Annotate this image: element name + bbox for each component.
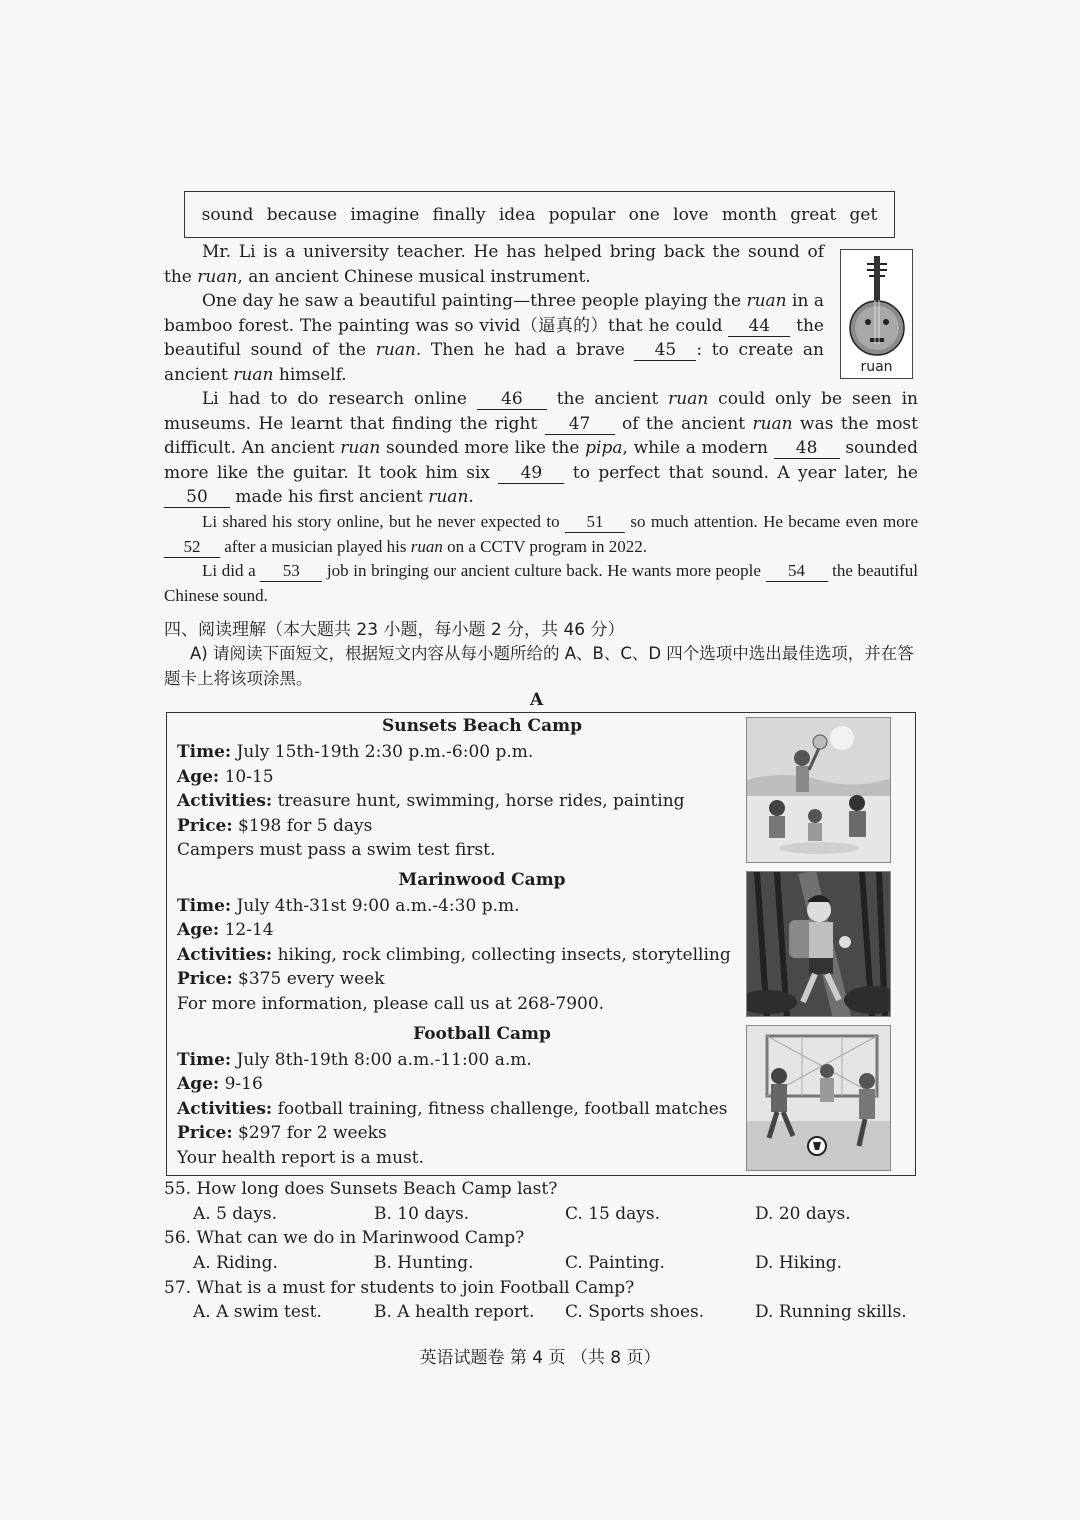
camp-card-marinwood bbox=[166, 867, 916, 1022]
question-55: 55. How long does Sunsets Beach Camp last? bbox=[164, 1179, 558, 1199]
blank-45[interactable]: 45 bbox=[634, 340, 696, 361]
blank-46[interactable]: 46 bbox=[477, 389, 547, 410]
camp-note: Your health report is a must. bbox=[177, 1148, 425, 1168]
ruan-figure bbox=[840, 249, 913, 379]
camp-activities: Activities: football training, fitness challenge, football matches bbox=[177, 1099, 728, 1119]
option-55-c[interactable]: C. 15 days. bbox=[565, 1204, 660, 1224]
beach-camp-illustration bbox=[746, 717, 891, 863]
camp-age: Age: 10-15 bbox=[177, 767, 274, 787]
camp-note: For more information, please call us at 268-7900. bbox=[177, 994, 605, 1014]
word-bank-box bbox=[184, 191, 895, 238]
blank-52[interactable]: 52 bbox=[164, 537, 220, 558]
word-bank-item: popular bbox=[548, 204, 616, 225]
camp-activities: Activities: treasure hunt, swimming, horse rides, painting bbox=[177, 791, 685, 811]
camp-price: Price: $198 for 5 days bbox=[177, 816, 373, 836]
camp-card-football bbox=[166, 1021, 916, 1176]
word-bank-item: sound bbox=[201, 204, 254, 225]
option-56-d[interactable]: D. Hiking. bbox=[755, 1253, 843, 1273]
camp-time: Time: July 8th-19th 8:00 a.m.-11:00 a.m. bbox=[177, 1050, 532, 1070]
camp-name: Marinwood Camp bbox=[398, 870, 566, 890]
camp-activities: Activities: hiking, rock climbing, collecting insects, storytelling bbox=[177, 945, 731, 965]
word-bank-item: great bbox=[790, 204, 837, 225]
section-title: 四、阅读理解（本大题共 23 小题，每小题 2 分，共 46 分） bbox=[164, 620, 625, 640]
word-bank-item: month bbox=[721, 204, 777, 225]
word-bank-item: because bbox=[266, 204, 338, 225]
ruan-instrument-icon bbox=[841, 250, 912, 360]
blank-54[interactable]: 54 bbox=[766, 561, 828, 582]
camp-time: Time: July 15th-19th 2:30 p.m.-6:00 p.m. bbox=[177, 742, 534, 762]
cloze-paragraph-5: Li did a 53 job in bringing our ancient culture back. He wants more people 54 the beautiful Chinese sound. bbox=[164, 561, 918, 605]
blank-51[interactable]: 51 bbox=[565, 512, 625, 533]
word-bank-item: imagine bbox=[350, 204, 420, 225]
cloze-paragraph-4: Li shared his story online, but he never expected to 51 so much attention. He became even more 52 after a musician played his ruan on a CCTV program in 2022. bbox=[164, 510, 918, 559]
option-57-d[interactable]: D. Running skills. bbox=[755, 1302, 907, 1322]
option-56-c[interactable]: C. Painting. bbox=[565, 1253, 665, 1273]
option-55-a[interactable]: A. 5 days. bbox=[193, 1204, 278, 1224]
camp-card-sunsets-beach bbox=[166, 712, 916, 868]
word-bank-item: get bbox=[849, 204, 878, 225]
camp-price: Price: $375 every week bbox=[177, 969, 385, 989]
cloze-paragraph-2: One day he saw a beautiful painting—three people playing the ruan in a bamboo forest. The painting was so vivid（逼真的）that he could 44 the beautiful sound of the ruan. Then he had a brave 45 : to create an ancient ruan himself. bbox=[164, 291, 824, 385]
blank-47[interactable]: 47 bbox=[545, 414, 615, 435]
option-57-c[interactable]: C. Sports shoes. bbox=[565, 1302, 705, 1322]
page-footer: 英语试题卷 第 4 页 （共 8 页） bbox=[419, 1348, 661, 1368]
question-56: 56. What can we do in Marinwood Camp? bbox=[164, 1228, 525, 1248]
camp-name: Football Camp bbox=[413, 1024, 551, 1044]
option-56-a[interactable]: A. Riding. bbox=[193, 1253, 278, 1273]
figure-caption: ruan bbox=[860, 359, 893, 375]
camp-note: Campers must pass a swim test first. bbox=[177, 840, 496, 860]
blank-50[interactable]: 50 bbox=[164, 487, 230, 508]
forest-hiker-illustration bbox=[746, 871, 891, 1017]
question-57: 57. What is a must for students to join Football Camp? bbox=[164, 1278, 635, 1298]
option-55-b[interactable]: B. 10 days. bbox=[374, 1204, 470, 1224]
camp-age: Age: 9-16 bbox=[177, 1074, 263, 1094]
blank-53[interactable]: 53 bbox=[260, 561, 322, 582]
word-bank-item: idea bbox=[498, 204, 536, 225]
word-bank-item: finally bbox=[432, 204, 486, 225]
blank-49[interactable]: 49 bbox=[498, 463, 564, 484]
blank-44[interactable]: 44 bbox=[728, 316, 790, 337]
word-bank-item: one bbox=[628, 204, 660, 225]
football-players-illustration bbox=[746, 1025, 891, 1171]
camp-time: Time: July 4th-31st 9:00 a.m.-4:30 p.m. bbox=[177, 896, 520, 916]
camp-price: Price: $297 for 2 weeks bbox=[177, 1123, 387, 1143]
blank-48[interactable]: 48 bbox=[774, 438, 840, 459]
option-57-a[interactable]: A. A swim test. bbox=[193, 1302, 322, 1322]
cloze-paragraph-1: Mr. Li is a university teacher. He has helped bring back the sound of the ruan, an ancient Chinese musical instrument. bbox=[164, 242, 824, 287]
option-55-d[interactable]: D. 20 days. bbox=[755, 1204, 851, 1224]
passage-letter: A bbox=[530, 690, 544, 710]
word-bank-item: love bbox=[673, 204, 709, 225]
option-56-b[interactable]: B. Hunting. bbox=[374, 1253, 474, 1273]
section-instruction: A) 请阅读下面短文，根据短文内容从每小题所给的 A、B、C、D 四个选项中选出最佳选项，并在答题卡上将该项涂黑。 bbox=[164, 644, 914, 688]
camp-name: Sunsets Beach Camp bbox=[382, 716, 582, 736]
cloze-paragraph-3: Li had to do research online 46 the ancient ruan could only be seen in museums. He learnt that finding the right 47 of the ancient ruan was the most difficult. An ancient ruan sounded more like the pipa, while a modern 48 sounded more like the guitar. It took him six 49 to perfect that sound. A year later, he 50 made his first ancient ruan. bbox=[164, 389, 919, 507]
camp-age: Age: 12-14 bbox=[177, 920, 274, 940]
option-57-b[interactable]: B. A health report. bbox=[374, 1302, 535, 1322]
